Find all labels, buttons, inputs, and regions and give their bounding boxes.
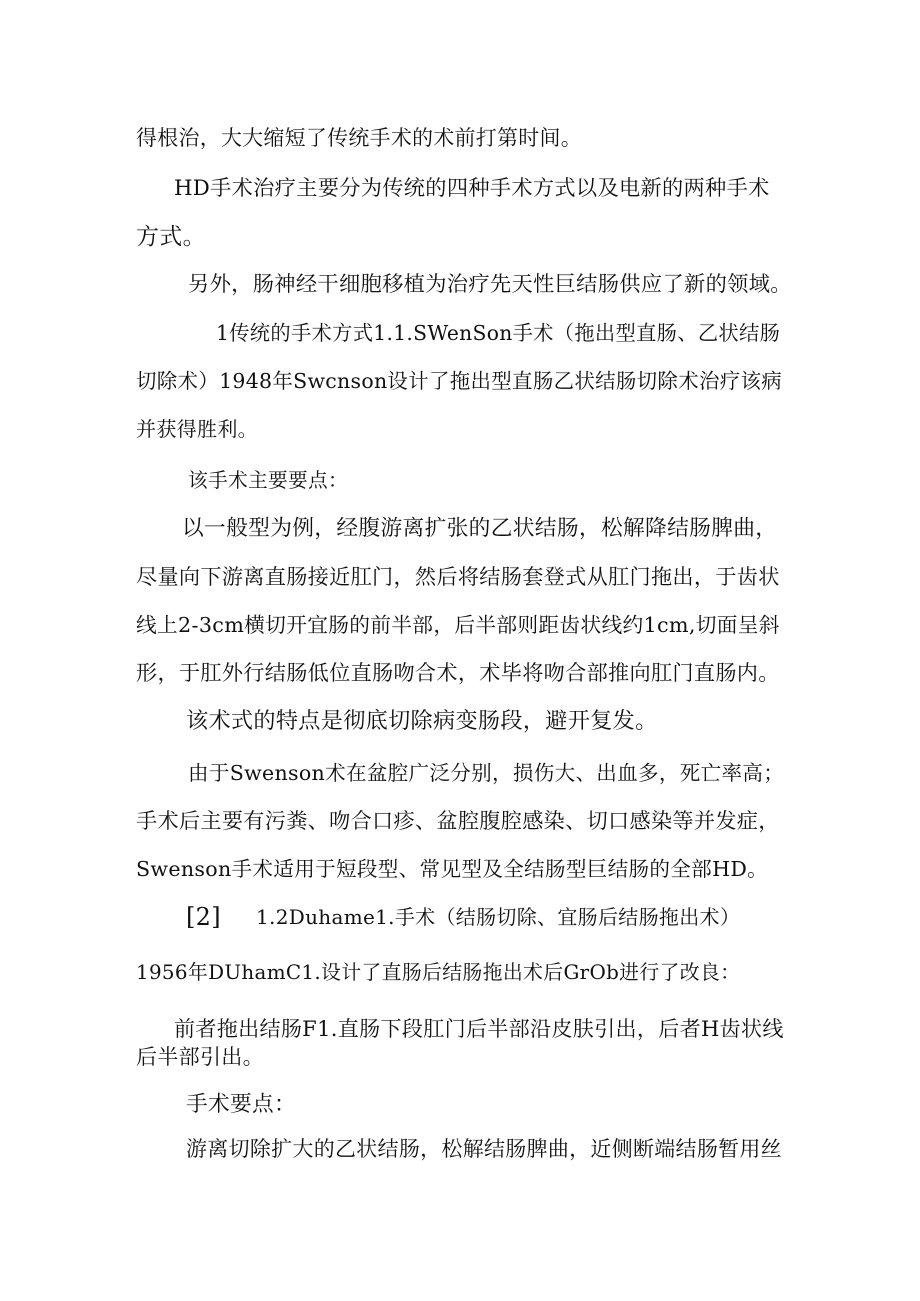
text-line-7: 并获得胜利。 (136, 417, 258, 441)
text-line-9: 以一般型为例，经腹游离扩张的乙状结肠，松解降结肠脾曲， (182, 516, 778, 541)
text-line-6: 切除术）1948年Swcnson设计了拖出型直肠乙状结肠切除术治疗该病 (136, 369, 783, 393)
text-line-3: 方式。 (136, 224, 206, 250)
citation-ref: [2] (186, 903, 221, 931)
text-line-4: 另外，肠神经干细胞移植为治疗先天性巨结肠供应了新的领域。 (188, 272, 792, 297)
text-line-20: 后半部引出。 (136, 1044, 264, 1069)
text-line-18: 1956年DUhamC1.设计了直肠后结肠拖出术后GrOb进行了改良： (136, 961, 741, 984)
text-line-15: 手术后主要有污粪、吻合口疹、盆腔腹腔感染、切口感染等并发症， (136, 808, 780, 833)
text-line-14: 由于Swenson术在盆腔广泛分别，损伤大、出血多，死亡率高； (188, 761, 785, 785)
text-line-12: 形，于肛外行结肠低位直肠吻合术，术毕将吻合部推向肛门直肠内。 (136, 660, 780, 685)
text-line-21: 手术要点： (186, 1092, 296, 1117)
text-line-10: 尽量向下游离直肠接近肛门，然后将结肠套登式从肛门拖出，于齿状 (136, 564, 780, 589)
text-line-8: 该手术主要要点： (188, 469, 349, 492)
text-line-5: 1传统的手术方式1.1.SWenSon手术（拖出型直肠、乙状结肠 (216, 321, 781, 345)
text-line-16: Swenson手术适用于短段型、常见型及全结肠型巨结肠的全部HD。 (136, 857, 769, 881)
text-line-13: 该术式的特点是彻底切除病变肠段，避开复发。 (186, 708, 658, 734)
text-line-19: 前者拖出结肠F1.直肠下段肛门后半部沿皮肤引出，后者H齿状线 (174, 1016, 784, 1041)
text-line-2: HD手术治疗主要分为传统的四种手术方式以及电新的两种手术 (174, 176, 770, 201)
text-line-22: 游离切除扩大的乙状结肠，松解结肠脾曲，近侧断端结肠暂用丝 (186, 1137, 782, 1161)
text-line-1: 得根治，大大缩短了传统手术的术前打第时间。 (136, 126, 582, 150)
text-line-11: 线上2-3cm横切开宜肠的前半部，后半部则距齿状线约1cm,切面呈斜 (136, 613, 780, 637)
section-heading-1-2: 1.2Duhame1.手术（结肠切除、宜肠后结肠拖出术） (256, 905, 741, 929)
